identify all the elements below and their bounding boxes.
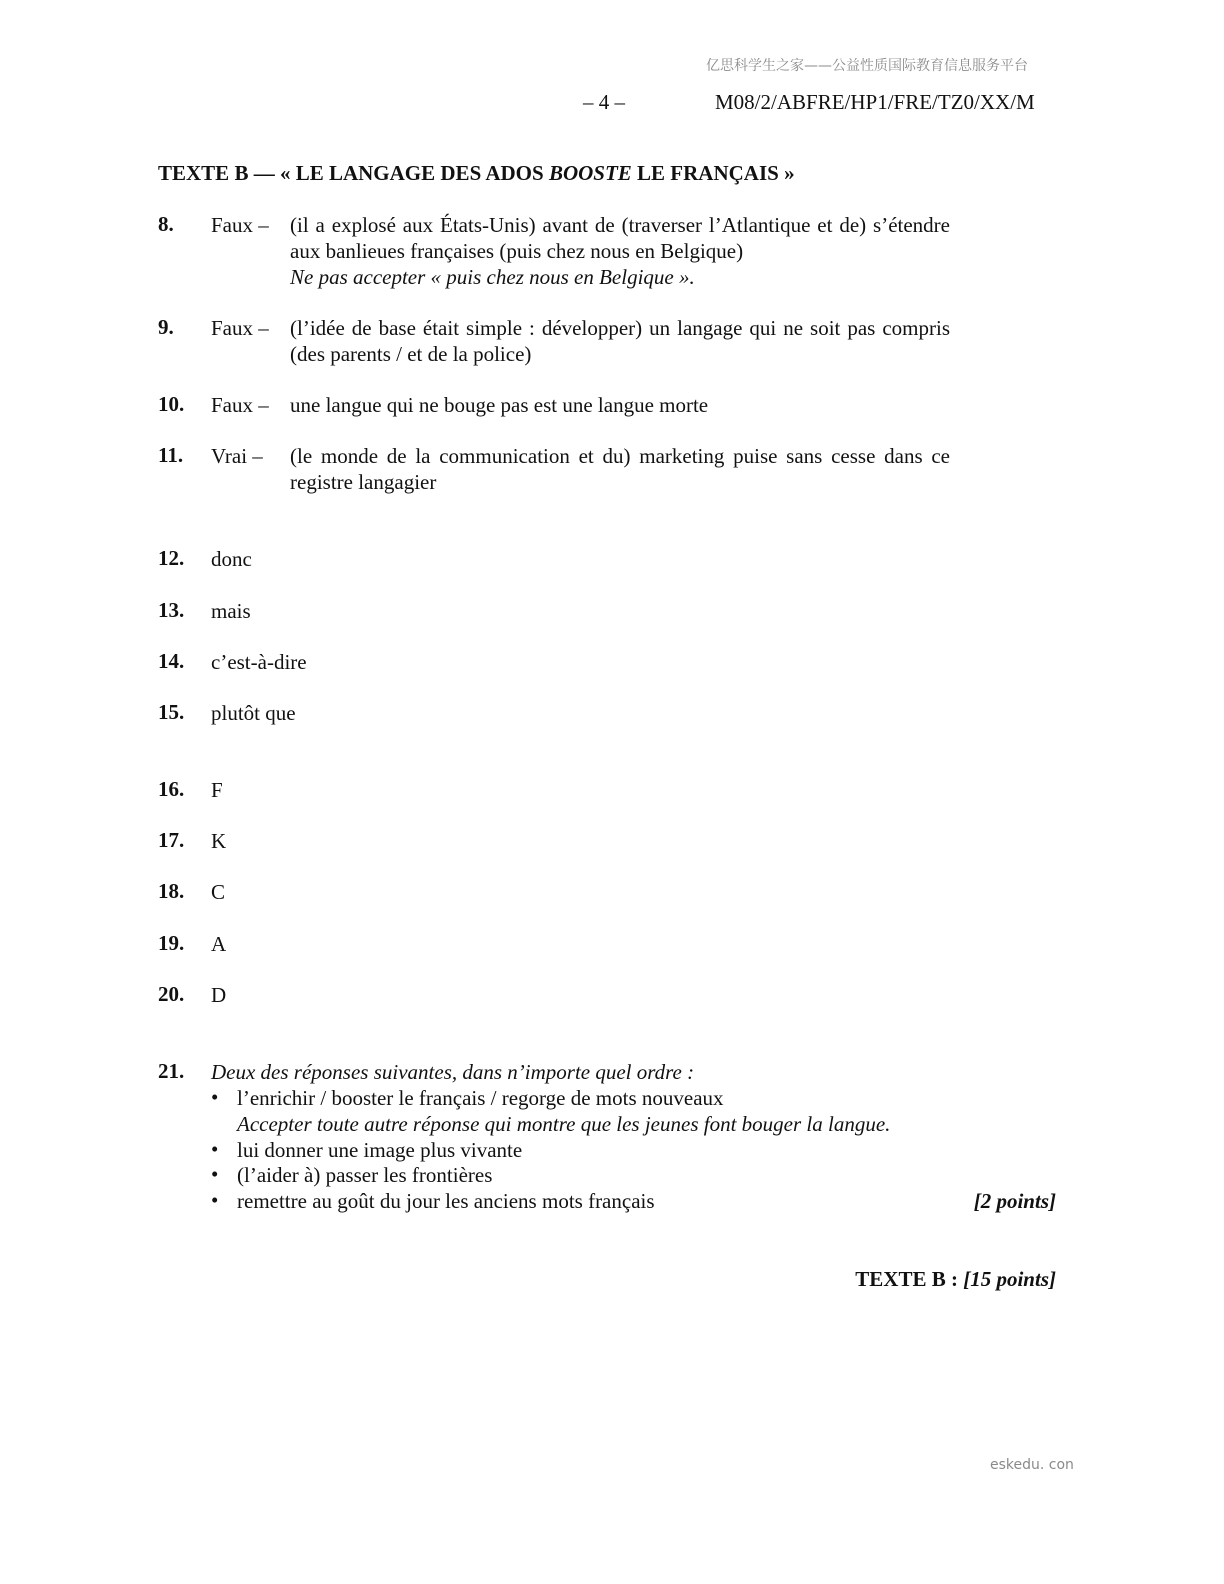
answer-label: Vrai – [211, 444, 263, 468]
answer-text: A [211, 932, 227, 956]
answer-text: F [211, 778, 223, 802]
bullet-item: (l’aider à) passer les frontières [237, 1163, 493, 1187]
answer-label: Faux – [211, 393, 269, 417]
question-number: 11. [158, 443, 184, 467]
answer-text: c’est-à-dire [211, 650, 307, 674]
section-title [158, 161, 795, 186]
bullet-marker: • [211, 1188, 219, 1212]
question-number: 17. [158, 828, 185, 852]
total-label: TEXTE B : [855, 1267, 964, 1291]
answer-label: Faux – [211, 316, 269, 340]
bullet-item: remettre au goût du jour les anciens mots français [237, 1189, 655, 1213]
bullet-marker: • [211, 1162, 219, 1186]
answer-text: donc [211, 547, 252, 571]
question-number: 15. [158, 700, 185, 724]
question-intro: Deux des réponses suivantes, dans n’importe quel ordre : [211, 1060, 695, 1084]
page-number: – 4 – [583, 90, 625, 114]
question-number: 12. [158, 546, 185, 570]
section-title-italic: BOOSTE [548, 161, 632, 185]
question-number: 10. [158, 392, 185, 416]
bullet-item: lui donner une image plus vivante [237, 1138, 523, 1162]
answer-text: D [211, 983, 227, 1007]
answer-text: C [211, 880, 226, 904]
answer-label: Faux – [211, 213, 269, 237]
marking-note: Accepter toute autre réponse qui montre que les jeunes font bouger la langue. [237, 1112, 891, 1136]
document-code: M08/2/ABFRE/HP1/FRE/TZ0/XX/M [715, 90, 1035, 114]
section-title-part1: TEXTE B — « LE LANGAGE DES ADOS [158, 161, 549, 185]
answer-text: (il a explosé aux États-Unis) avant de (traverser l’Atlantique et de) s’étendre aux banlieues françaises (puis chez nous en Belgique) [290, 213, 950, 263]
answer-text: une langue qui ne bouge pas est une langue morte [290, 393, 709, 417]
question-number: 18. [158, 879, 185, 903]
question-number: 13. [158, 598, 185, 622]
bullet-marker: • [211, 1085, 219, 1109]
question-number: 21. [158, 1059, 185, 1083]
answer-text: (l’idée de base était simple : développer) un langage qui ne soit pas compris (des parents / et de la police) [290, 316, 950, 366]
answer-text: mais [211, 599, 251, 623]
question-number: 8. [158, 212, 174, 236]
watermark-top: 亿思科学生之家——公益性质国际教育信息服务平台 [706, 58, 1028, 74]
question-number: 16. [158, 777, 185, 801]
bullet-item: l’enrichir / booster le français / regorge de mots nouveaux [237, 1086, 724, 1110]
total-points: [15 points] [963, 1267, 1056, 1291]
question-number: 19. [158, 931, 185, 955]
question-number: 14. [158, 649, 185, 673]
points-value: [2 points] [973, 1189, 1056, 1213]
question-number: 9. [158, 315, 174, 339]
marking-note: Ne pas accepter « puis chez nous en Belgique ». [290, 265, 695, 289]
answer-text: plutôt que [211, 701, 296, 725]
bullet-marker: • [211, 1137, 219, 1161]
section-total [855, 1266, 1056, 1292]
answer-text: (le monde de la communication et du) marketing puise sans cesse dans ce registre langagier [290, 444, 950, 494]
answer-text: K [211, 829, 227, 853]
watermark-bottom: eskedu. con [990, 1457, 1074, 1473]
question-number: 20. [158, 982, 185, 1006]
section-title-part2: LE FRANÇAIS » [631, 161, 795, 185]
